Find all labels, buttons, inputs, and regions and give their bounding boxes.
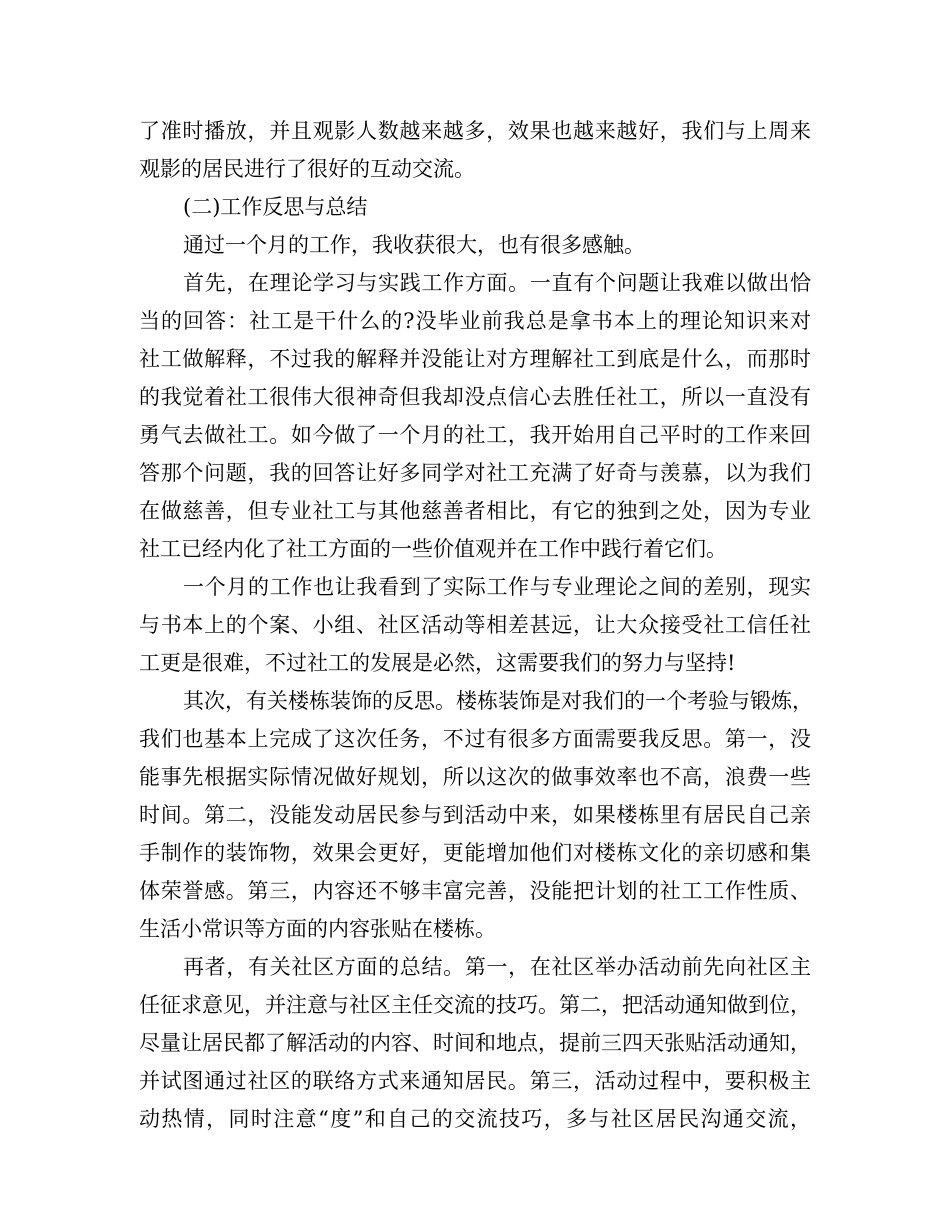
text-line: 其次，有关楼栋装饰的反思。楼栋装饰是对我们的一个考验与锻炼， [183,689,813,713]
text-line: 与书本上的个案、小组、社区活动等相差甚远，让大众接受社工信任社 [139,613,811,637]
document-body [139,112,811,1138]
text-line: 观影的居民进行了很好的互动交流。 [139,157,475,181]
text-line: 并试图通过社区的联络方式来通知居民。第三，活动过程中，要积极主 [139,1069,811,1093]
text-line: 当的回答：社工是干什么的?没毕业前我总是拿书本上的理论知识来对 [139,309,811,333]
text-line: 在做慈善，但专业社工与其他慈善者相比，有它的独到之处，因为专业 [139,499,811,523]
text-line: 尽量让居民都了解活动的内容、时间和地点，提前三四天张贴活动通知， [139,1031,811,1055]
text-line: 了准时播放，并且观影人数越来越多，效果也越来越好，我们与上周来 [139,119,811,143]
text-line: 一个月的工作也让我看到了实际工作与专业理论之间的差别，现实 [183,575,811,599]
text-line: 生活小常识等方面的内容张贴在楼栋。 [139,917,496,941]
text-line: 再者，有关社区方面的总结。第一，在社区举办活动前先向社区主 [183,955,811,979]
text-line: 我们也基本上完成了这次任务，不过有很多方面需要我反思。第一，没 [139,727,811,751]
text-line: 手制作的装饰物，效果会更好，更能增加他们对楼栋文化的亲切感和集 [139,841,811,865]
text-line: 能事先根据实际情况做好规划，所以这次的做事效率也不高，浪费一些 [139,765,811,789]
text-line: 首先，在理论学习与实践工作方面。一直有个问题让我难以做出恰 [183,271,811,295]
text-line: 动热情，同时注意“度”和自己的交流技巧，多与社区居民沟通交流， [139,1107,811,1131]
text-line: 社工已经内化了社工方面的一些价值观并在工作中践行着它们。 [139,537,727,561]
text-line: 勇气去做社工。如今做了一个月的社工，我开始用自己平时的工作来回 [139,423,811,447]
text-line: 社工做解释，不过我的解释并没能让对方理解社工到底是什么，而那时 [139,347,811,371]
text-line: 体荣誉感。第三，内容还不够丰富完善，没能把计划的社工工作性质、 [139,879,811,903]
text-line: 工更是很难，不过社工的发展是必然，这需要我们的努力与坚持! [139,651,736,675]
text-line: 答那个问题，我的回答让好多同学对社工充满了好奇与羡慕，以为我们 [139,461,811,485]
section-heading: (二)工作反思与总结 [183,195,368,219]
text-line: 任征求意见，并注意与社区主任交流的技巧。第二，把活动通知做到位， [139,993,811,1017]
text-line: 的我觉着社工很伟大很神奇但我却没点信心去胜任社工，所以一直没有 [139,385,811,409]
text-line: 通过一个月的工作，我收获很大，也有很多感触。 [183,233,645,257]
text-line: 时间。第二，没能发动居民参与到活动中来，如果楼栋里有居民自己亲 [139,803,811,827]
